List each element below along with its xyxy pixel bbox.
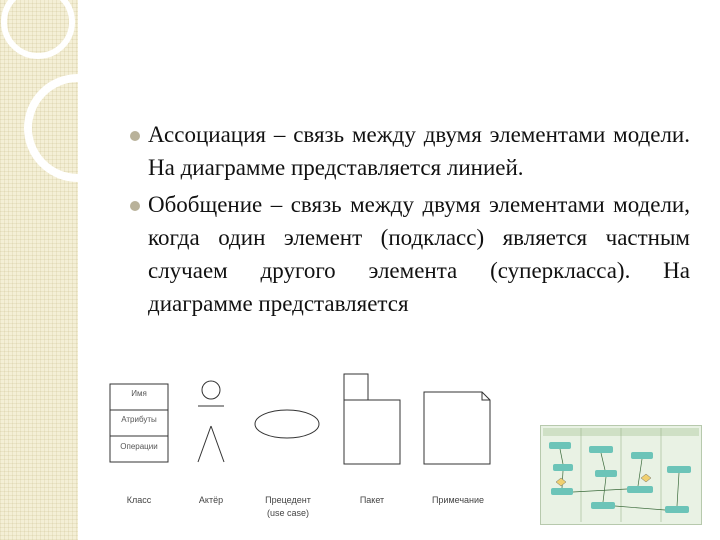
class-attributes-cell: Атрибуты [121,415,157,424]
decorative-side-band [0,0,78,540]
label-class: Класс [126,495,152,505]
bullet-item-generalization [128,188,690,320]
bullet-text: Ассоциация – связь между двумя элементами модели. На диаграмме представляется линией. [148,122,690,180]
activity-diagram-image [541,426,701,524]
bullet-list [128,118,690,320]
bullet-dot-icon [130,201,140,211]
class-operations-cell: Операции [120,442,158,451]
label-usecase-line1: Прецедент [265,495,311,505]
decorative-circles-icon [0,0,78,540]
activity-diagram-thumbnail [540,425,702,525]
label-actor: Актёр [198,495,224,505]
label-package: Пакет [359,495,385,505]
bullet-text: Обобщение – связь между двумя элементами модели, когда один элемент (подкласс) является частным случаем другого элемента (суперкласса). На диаграмме представляется [148,192,690,316]
label-note: Примечание [431,495,485,505]
bullet-item-association [128,118,690,184]
bullet-dot-icon [130,131,140,141]
label-usecase-line2: (use case) [266,508,310,518]
class-name-cell: Имя [131,389,147,398]
